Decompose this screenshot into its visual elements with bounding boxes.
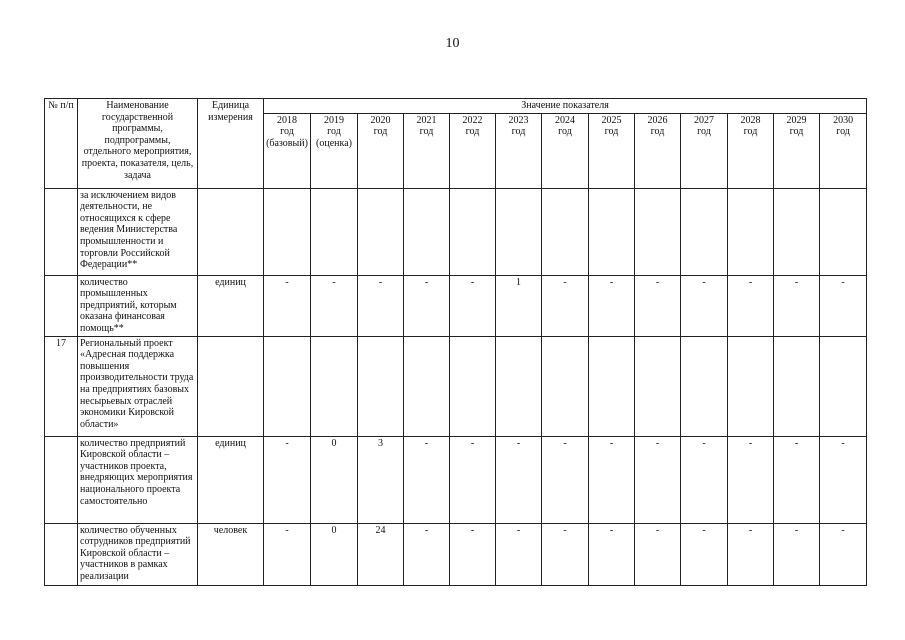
- table-row: [45, 523, 867, 585]
- value-cell-2029: [774, 336, 820, 436]
- header-year-year: 2022: [462, 114, 483, 126]
- value-cell-2023: [496, 188, 542, 275]
- value-cell-2026: -: [635, 275, 681, 336]
- header-year-l2: год: [419, 126, 434, 138]
- header-year-year: 2021: [416, 114, 437, 126]
- value-cell-2030: [820, 188, 867, 275]
- row-num-cell: [45, 275, 78, 336]
- header-year-l2: год: [789, 126, 804, 138]
- row-num-cell: 17: [45, 336, 78, 436]
- value-cell-2022: -: [450, 523, 496, 585]
- row-num-cell: [45, 188, 78, 275]
- value-cell-2025: -: [589, 275, 635, 336]
- table-row: [45, 275, 867, 336]
- value-cell-2030: -: [820, 436, 867, 523]
- header-year-l2: год: [650, 126, 665, 138]
- value-cell-2022: [450, 336, 496, 436]
- header-year-l2: год: [511, 126, 526, 138]
- value-cell-2022: [450, 188, 496, 275]
- header-name: Наименование государственной программы, подпрограммы, отдельного мероприятия, проекта, показателя, цель, задача: [78, 99, 198, 189]
- value-cell-2027: [681, 188, 728, 275]
- header-year-2030: [820, 113, 867, 188]
- value-cell-2028: [728, 336, 774, 436]
- row-unit-cell: [198, 188, 264, 275]
- value-cell-2018: -: [264, 436, 311, 523]
- header-year-l2: год: [604, 126, 619, 138]
- value-cell-2021: -: [404, 523, 450, 585]
- value-cell-2022: -: [450, 436, 496, 523]
- header-year-2021: [404, 113, 450, 188]
- value-cell-2026: -: [635, 436, 681, 523]
- header-year-year: 2020: [370, 114, 391, 126]
- row-num-cell: [45, 523, 78, 585]
- value-cell-2025: -: [589, 436, 635, 523]
- value-cell-2020: 3: [358, 436, 404, 523]
- value-cell-2019: 0: [311, 436, 358, 523]
- table-body: [45, 188, 867, 585]
- value-cell-2026: [635, 188, 681, 275]
- value-cell-2019: -: [311, 275, 358, 336]
- value-cell-2018: [264, 336, 311, 436]
- value-cell-2028: -: [728, 275, 774, 336]
- header-year-year: 2027: [694, 114, 714, 126]
- header-year-2019: [311, 113, 358, 188]
- value-cell-2026: -: [635, 523, 681, 585]
- row-unit-cell: человек: [198, 523, 264, 585]
- value-cell-2028: [728, 188, 774, 275]
- header-value-group: Значение показателя: [264, 99, 867, 114]
- value-cell-2024: [542, 188, 589, 275]
- header-year-year: 2018: [277, 114, 297, 126]
- table-row: [45, 336, 867, 436]
- header-year-2020: [358, 113, 404, 188]
- row-name-cell: Региональный проект «Адресная поддержка повышения производительности труда на предприятиях базовых несырьевых отраслей экономики Кировской области»: [78, 336, 198, 436]
- header-year-year: 2030: [833, 114, 854, 126]
- value-cell-2021: [404, 188, 450, 275]
- row-num-cell: [45, 436, 78, 523]
- value-cell-2022: -: [450, 275, 496, 336]
- header-year-2026: [635, 113, 681, 188]
- value-cell-2030: -: [820, 523, 867, 585]
- header-year-2018: [264, 113, 311, 188]
- value-cell-2019: 0: [311, 523, 358, 585]
- value-cell-2020: -: [358, 275, 404, 336]
- value-cell-2023: -: [496, 436, 542, 523]
- table-header: [45, 99, 867, 189]
- header-year-year: 2023: [508, 114, 529, 126]
- header-year-year: 2019: [324, 114, 344, 126]
- value-cell-2027: [681, 336, 728, 436]
- header-year-2024: [542, 113, 589, 188]
- value-cell-2025: -: [589, 523, 635, 585]
- table-row: [45, 188, 867, 275]
- value-cell-2018: -: [264, 523, 311, 585]
- header-year-year: 2029: [786, 114, 807, 126]
- header-unit: Единица измерения: [198, 99, 264, 189]
- header-year-2025: [589, 113, 635, 188]
- row-name-cell: количество предприятий Кировской области – участников проекта, внедряющих мероприятия национального проекта самостоятельно: [78, 436, 198, 523]
- value-cell-2023: [496, 336, 542, 436]
- header-year-l2: год: [280, 126, 294, 138]
- value-cell-2028: -: [728, 436, 774, 523]
- value-cell-2020: 24: [358, 523, 404, 585]
- value-cell-2030: -: [820, 275, 867, 336]
- row-unit-cell: [198, 336, 264, 436]
- header-year-2027: [681, 113, 728, 188]
- header-year-l2: год: [697, 126, 711, 138]
- value-cell-2024: -: [542, 436, 589, 523]
- header-year-year: 2028: [740, 114, 761, 126]
- header-year-2028: [728, 113, 774, 188]
- value-cell-2023: -: [496, 523, 542, 585]
- header-year-l3: (оценка): [316, 137, 352, 149]
- header-year-l2: год: [465, 126, 480, 138]
- value-cell-2021: -: [404, 436, 450, 523]
- value-cell-2021: -: [404, 275, 450, 336]
- value-cell-2018: -: [264, 275, 311, 336]
- value-cell-2023: 1: [496, 275, 542, 336]
- value-cell-2020: [358, 188, 404, 275]
- header-year-year: 2025: [601, 114, 622, 126]
- header-num: № п/п: [45, 99, 78, 189]
- value-cell-2024: -: [542, 275, 589, 336]
- header-year-year: 2024: [555, 114, 575, 126]
- value-cell-2020: [358, 336, 404, 436]
- value-cell-2018: [264, 188, 311, 275]
- value-cell-2025: [589, 188, 635, 275]
- value-cell-2026: [635, 336, 681, 436]
- row-name-cell: за исключением видов деятельности, не относящихся к сфере ведения Министерства промышленности и торговли Российской Федерации**: [78, 188, 198, 275]
- value-cell-2019: [311, 188, 358, 275]
- value-cell-2021: [404, 336, 450, 436]
- header-year-2022: [450, 113, 496, 188]
- header-year-2029: [774, 113, 820, 188]
- value-cell-2029: [774, 188, 820, 275]
- value-cell-2027: -: [681, 523, 728, 585]
- header-year-year: 2026: [647, 114, 668, 126]
- row-unit-cell: единиц: [198, 275, 264, 336]
- value-cell-2025: [589, 336, 635, 436]
- row-unit-cell: единиц: [198, 436, 264, 523]
- header-year-l2: год: [373, 126, 388, 138]
- value-cell-2019: [311, 336, 358, 436]
- value-cell-2030: [820, 336, 867, 436]
- row-name-cell: количество обученных сотрудников предприятий Кировской области – участников в рамках реализации: [78, 523, 198, 585]
- value-cell-2027: -: [681, 275, 728, 336]
- row-name-cell: количество промышленных предприятий, которым оказана финансовая помощь**: [78, 275, 198, 336]
- value-cell-2024: [542, 336, 589, 436]
- value-cell-2029: -: [774, 523, 820, 585]
- page-number: 10: [445, 36, 460, 51]
- header-year-l3: (базовый): [266, 137, 308, 149]
- indicator-table: [44, 98, 867, 586]
- value-cell-2029: -: [774, 275, 820, 336]
- header-year-l2: год: [327, 126, 341, 138]
- value-cell-2029: -: [774, 436, 820, 523]
- value-cell-2024: -: [542, 523, 589, 585]
- header-year-l2: год: [743, 126, 758, 138]
- header-year-l2: год: [558, 126, 572, 138]
- value-cell-2028: -: [728, 523, 774, 585]
- header-year-l2: год: [836, 126, 850, 138]
- header-year-2023: [496, 113, 542, 188]
- table-row: [45, 436, 867, 523]
- value-cell-2027: -: [681, 436, 728, 523]
